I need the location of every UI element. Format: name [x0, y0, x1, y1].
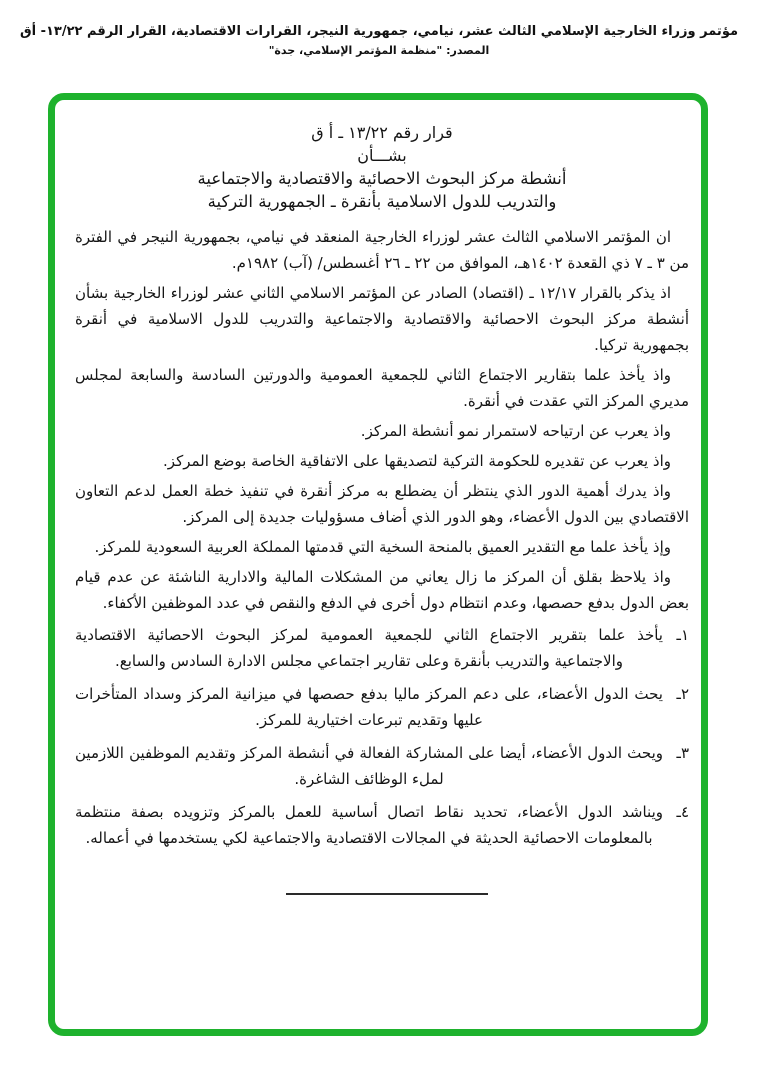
paragraph: واذ يأخذ علما بتقارير الاجتماع الثاني للجمعية العمومية والدورتين السادسة والسابعة لمجلس مديري المركز التي عقدت في أنقرة.	[75, 366, 689, 410]
paragraph: ان المؤتمر الاسلامي الثالث عشر لوزراء الخارجية المنعقد في نيامي، بجمهورية النيجر في الفترة من ٣ ـ ٧ ذي القعدة ١٤٠٢هـ، الموافق من ٢٢ ـ ٢٦ أغسطس/ (آب) ١٩٨٢م.	[75, 228, 689, 272]
subject-line-1: أنشطة مركز البحوث الاحصائية والاقتصادية والاجتماعية	[197, 169, 567, 188]
page-header	[0, 24, 758, 57]
source-line: المصدر: "منظمة المؤتمر الإسلامي، جدة"	[268, 44, 490, 57]
list-item-text: يحث الدول الأعضاء، على دعم المركز ماليا بدفع حصصها في ميزانية المركز وسداد المتأخرات عليها وتقديم تبرعات اختيارية للمركز.	[75, 685, 663, 729]
list-item	[75, 740, 689, 792]
list-item-number: ٤ـ	[676, 803, 689, 821]
document-border-frame	[48, 93, 708, 1036]
list-item-number: ١ـ	[676, 626, 689, 644]
paragraph: واذ يدرك أهمية الدور الذي ينتظر أن يضطلع به مركز أنقرة في تنفيذ خطة العمل لدعم التعاون الاقتصادي بين الدول الأعضاء، وهو الدور الذي أضاف مسؤوليات جديدة إلى المركز.	[75, 482, 689, 526]
list-item-text: ويحث الدول الأعضاء، أيضا على المشاركة الفعالة في أنشطة المركز وتقديم الموظفين اللازمين لملء الوظائف الشاغرة.	[75, 744, 663, 788]
paragraph: واذ يعرب عن تقديره للحكومة التركية لتصديقها على الاتفاقية الخاصة بوضع المركز.	[163, 452, 671, 470]
regarding-line: بشـــأن	[357, 146, 407, 165]
list-item	[75, 622, 689, 674]
list-item-number: ٣ـ	[676, 744, 689, 762]
end-of-document-rule	[286, 893, 488, 895]
conference-header-line: مؤتمر وزراء الخارجية الإسلامي الثالث عشر، نيامي، جمهورية النيجر، القرارات الاقتصادية، القرار الرقم ١٣/٢٢- أق	[19, 24, 739, 39]
document-body	[55, 100, 701, 895]
paragraph: واذ يعرب عن ارتياحه لاستمرار نمو أنشطة المركز.	[360, 422, 671, 440]
subject-line-2: والتدريب للدول الاسلامية بأنقرة ـ الجمهورية التركية	[207, 192, 557, 211]
preamble-paragraphs	[75, 224, 689, 616]
list-item	[75, 681, 689, 733]
resolution-number-line: قرار رقم ١٣/٢٢ ـ أ ق	[311, 123, 453, 142]
resolution-title-block	[75, 121, 689, 213]
paragraph: اذ يذكر بالقرار ١٢/١٧ ـ (اقتصاد) الصادر عن المؤتمر الاسلامي الثاني عشر لوزراء الخارجية بشأن أنشطة مركز البحوث الاحصائية والاقتصادية والاجتماعية والتدريب للدول الاسلامية في أنقرة بجمهورية تركيا.	[75, 284, 689, 354]
paragraph: وإذ يأخذ علما مع التقدير العميق بالمنحة السخية التي قدمتها المملكة العربية السعودية للمركز.	[94, 538, 671, 556]
list-item	[75, 799, 689, 851]
list-item-text: ويناشد الدول الأعضاء، تحديد نقاط اتصال أساسية للعمل بالمركز وتزويده بصفة منتظمة بالمعلومات الاحصائية الحديثة في المجالات الاقتصادية والاجتماعية لكي يستخدمها في أعماله.	[75, 803, 663, 847]
list-item-text: يأخذ علما بتقرير الاجتماع الثاني للجمعية العمومية لمركز البحوث الاحصائية الاقتصادية والاجتماعية والتدريب بأنقرة وعلى تقارير اجتماعي مجلس الادارة السادس والسابع.	[75, 626, 663, 670]
paragraph: واذ يلاحظ بقلق أن المركز ما زال يعاني من المشكلات المالية والادارية الناشئة عن عدم قيام بعض الدول بدفع حصصها، وعدم انتظام دول أخرى في الدفع والنقص في عدد الموظفين الأكفاء.	[75, 568, 689, 612]
operative-items-list	[75, 622, 689, 851]
list-item-number: ٢ـ	[676, 685, 689, 703]
